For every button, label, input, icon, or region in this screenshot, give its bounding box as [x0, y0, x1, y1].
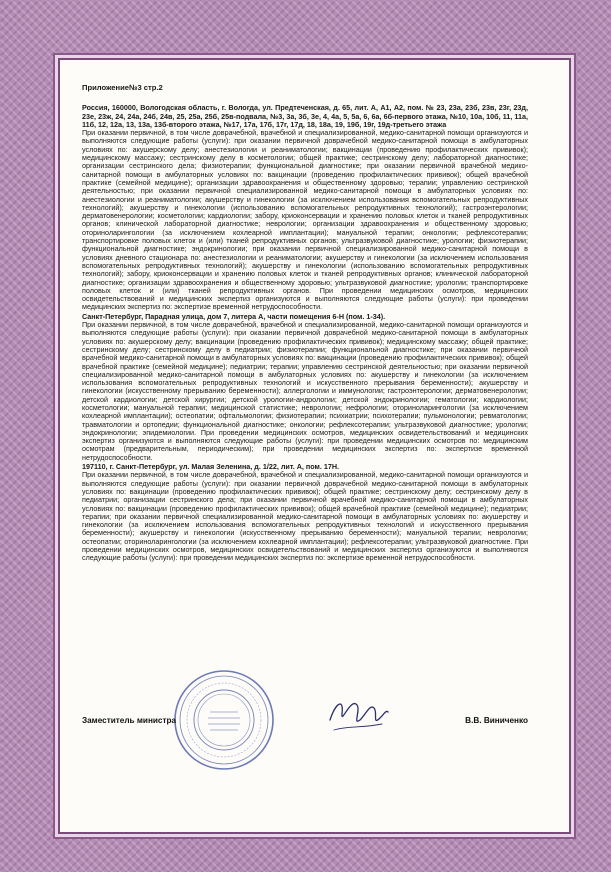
section-paradnaya: [82, 313, 528, 462]
section-text: При оказании первичной, в том числе доврачебной, врачебной и специализированной, медико-санитарной помощи организуются и выполняются следующие работы (услуги): при оказании первичной доврачебной медико-санитарной помощи в амбулаторных условиях по: акушерскому делу; анестезиологии и реаниматологии; вакцинации (проведению профилактических прививок); медицинскому массажу; сестринскому делу в косметологии; общей практике; сестринскому делу; лабораторной диагностике; организации сестринского дела; физиотерапии; функциональной диагностике; при оказании первичной врачебной медико-санитарной помощи в амбулаторных условиях по: вакцинации (проведению профилактических прививок); общей врачебной практике (семейной медицине); организации здравоохранения и общественному здоровью; терапии; управлению сестринской деятельностью; при оказании первичной специализированной медико-санитарной помощи в амбулаторных условиях по: анестезиологии и реаниматологии; акушерству и гинекологии (за исключением использования вспомогательных репродуктивных технологий); акушерству и гинекологии (использованию вспомогательных репродуктивных технологий); гастроэнтерологии; дерматовенерологии; косметологии; кардиологии; забору, криоконсервации и хранению половых клеток и тканей репродуктивных органов; клинической лабораторной диагностике; неврологии; организации здравоохранения и общественному здоровью; оториноларингологии (за исключением кохлеарной имплантации); мануальной терапии; онкологии; рефлексотерапии; транспортировке половых клеток и (или) тканей репродуктивных органов; ультразвуковой диагностике; урологии; физиотерапии; функциональной диагностике; эндокринологии; при оказании первичной специализированной медико-санитарной помощи в условиях дневного стационара по: анестезиологии и реаниматологии; акушерству и гинекологии (за исключением использования вспомогательных репродуктивных технологий); акушерству и гинекологии (использованию вспомогательных репродуктивных технологий); забору, криоконсервации и хранению половых клеток и тканей репродуктивных органов; клинической лабораторной диагностике; организации здравоохранения и общественному здоровью; ультразвуковой диагностике; урологии; транспортировке половых клеток и (или) тканей репродуктивных органов. При проведении медицинских осмотров, медицинских освидетельствований и медицинских экспертиз организуются и выполняются следующие работы (услуги): при проведении медицинских экспертиз по: экспертизе временной нетрудоспособности.: [82, 128, 528, 312]
signer-title: Заместитель министра: [82, 716, 177, 725]
document-body: [82, 72, 528, 564]
section-text: При оказании первичной, в том числе доврачебной, врачебной и специализированной, медико-санитарной помощи организуются и выполняются следующие работы (услуги): при оказании первичной доврачебной медико-санитарной помощи в амбулаторных условиях по: акушерскому делу; вакцинации (проведению профилактических прививок); медицинскому массажу; общей практике; сестринскому делу; сестринскому делу в педиатрии; физиотерапии; функциональной диагностике; при оказании первичной врачебной медико-санитарной помощи в амбулаторных условиях по: вакцинации (проведению профилактических прививок); общей врачебной практике (семейной медицине); педиатрии; терапии; управлению сестринской деятельностью; при оказании первичной специализированной медико-санитарной помощи в амбулаторных условиях по: акушерству и гинекологии (за исключением использования вспомогательных репродуктивных технологий и искусственного прерывания беременности); акушерству и гинекологии (искусственному прерыванию беременности); аллергологии и иммунологии; гастроэнтерологии; дерматовенерологии; детской кардиологии; детской хирургии; детской урологии-андрологии; детской эндокринологии; гематологии; кардиологии; косметологии; мануальной терапии; медицинской статистике; неврологии; нефрологии; оториноларингологии (за исключением кохлеарной имплантации); остеопатии; офтальмологии; физиотерапии; психиатрии; психотерапии; пульмонологии; ревматологии; травматологии и ортопедии; функциональной диагностике; онкологии; рефлексотерапии; ультразвуковой диагностике; урологии; эндокринологии; эпидемиологии. При проведении медицинских осмотров, медицинских освидетельствований и медицинских экспертиз организуются и выполняются следующие работы (услуги): при проведении медицинских осмотров по: медицинским осмотрам (предварительным, периодическим); при проведении медицинских экспертиз по: экспертизе временной нетрудоспособности.: [82, 320, 528, 462]
section-address: 197110, г. Санкт-Петербург, ул. Малая Зеленина, д. 1/22, лит. А, пом. 17Н.: [82, 462, 340, 472]
section-vologda: [82, 104, 528, 311]
section-address: Россия, 160000, Вологодская область, г. Вологда, ул. Предтеченская, д. 65, лит. А, А1, А2, пом. № 23, 23а, 23б, 23в, 23г, 23д, 23е, 23ж, 24, 24а, 24б, 24в, 25, 25а, 25б, 25в-подвала, №3, 3а, 3б, 3е, 4, 4а, 5, 5а, 6, 6а, 6б-первого этажа, №10, 10а, 10б, 11, 11а, 11б, 12, 12а, 13, 13а, 13б-второго этажа, №17, 17а, 17б, 17г, 17д, 18, 18а, 19, 19б, 19г, 19д-третьего этажа: [82, 103, 528, 129]
appendix-header: Приложение№3 стр.2: [82, 83, 163, 92]
signer-name: В.В. Виниченко: [465, 716, 528, 725]
section-text: При оказании первичной, в том числе доврачебной, врачебной и специализированной, медико-санитарной помощи организуются и выполняются следующие работы (услуги): при оказании первичной доврачебной медико-санитарной помощи в амбулаторных условиях по: вакцинации (проведению профилактических прививок); общей практике; сестринскому делу; сестринскому делу в педиатрии; организации сестринского дела; при оказании первичной врачебной медико-санитарной помощи в амбулаторных условиях по: вакцинации (проведению профилактических прививок); общей врачебной практике (семейной медицине); педиатрии; терапии; при оказании первичной специализированной медико-санитарной помощи в амбулаторных условиях по: акушерству и гинекологии (за исключением использования вспомогательных репродуктивных технологий и искусственного прерывания беременности); акушерству и гинекологии (искусственному прерыванию беременности); мануальной терапии; неврологии; остеопатии; оториноларингологии (за исключением кохлеарной имплантации); рефлексотерапии; ультразвуковой диагностике. При проведении медицинских осмотров, медицинских освидетельствований и медицинских экспертиз организуются и выполняются следующие работы (услуги): при проведении медицинских экспертиз по: экспертизе временной нетрудоспособности.: [82, 470, 528, 563]
section-zelenina: [82, 463, 528, 563]
signature-block: [82, 712, 528, 732]
section-address: Санкт-Петербург, Парадная улица, дом 7, литера А, части помещения 6-Н (пом. 1-34).: [82, 311, 386, 321]
